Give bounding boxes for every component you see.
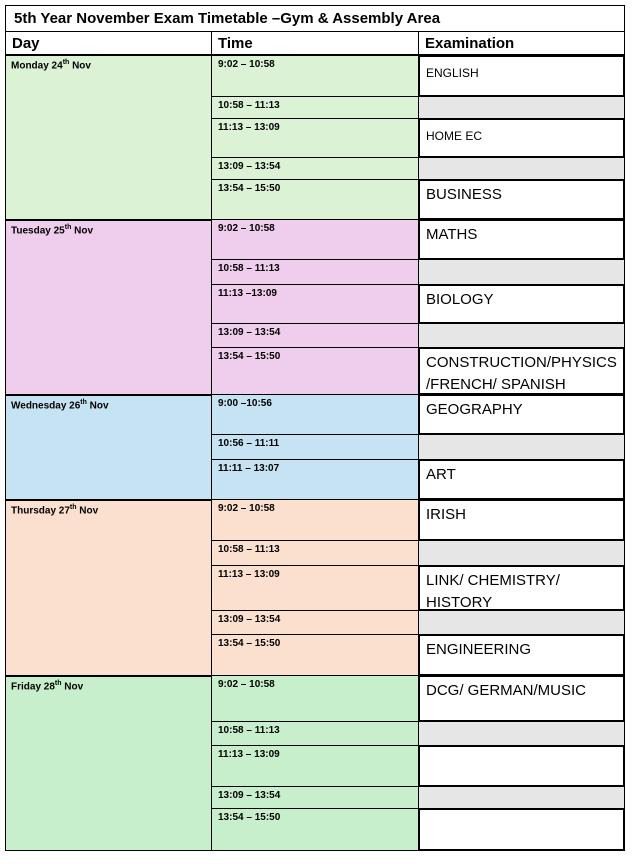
time-slot: 13:54 – 15:50	[218, 351, 281, 362]
exam-cell	[418, 565, 625, 611]
day-ordinal: th	[62, 59, 70, 66]
day-label	[11, 59, 91, 71]
time-slot: 13:09 – 13:54	[218, 161, 281, 172]
header-time: Time	[218, 35, 253, 52]
time-slot-cell	[211, 259, 419, 285]
break-cell	[418, 434, 625, 460]
day-name: Wednesday 26	[11, 400, 81, 412]
break-cell	[418, 96, 625, 119]
time-slot-cell	[211, 786, 419, 809]
time-slot: 13:09 – 13:54	[218, 327, 281, 338]
day-month: Nov	[86, 400, 109, 412]
time-slot-cell	[211, 347, 419, 395]
time-slot: 11:13 – 13:09	[218, 569, 280, 580]
exam-cell	[418, 284, 625, 324]
exam-subject: GEOGRAPHY	[426, 401, 523, 418]
time-slot: 9:02 – 10:58	[218, 679, 275, 690]
timetable-title-row	[5, 5, 625, 32]
day-month: Nov	[76, 505, 99, 517]
time-slot-cell	[211, 157, 419, 180]
exam-subject: DCG/ GERMAN/MUSIC	[426, 682, 587, 699]
day-label	[11, 399, 109, 411]
exam-subject: BIOLOGY	[426, 291, 494, 308]
time-slot-cell	[211, 610, 419, 635]
header-time-cell	[211, 31, 419, 55]
header-exam-cell	[418, 31, 625, 55]
day-name: Monday 24	[11, 60, 63, 72]
time-slot-cell	[211, 323, 419, 348]
exam-cell	[418, 179, 625, 220]
time-slot-cell	[211, 721, 419, 746]
time-slot-cell	[211, 675, 419, 722]
exam-cell	[418, 459, 625, 500]
day-cell	[5, 675, 212, 851]
break-cell	[418, 786, 625, 809]
page-title: 5th Year November Exam Timetable –Gym & Assembly Area	[14, 10, 441, 27]
time-slot: 13:54 – 15:50	[218, 183, 281, 194]
header-examination: Examination	[425, 35, 515, 52]
exam-cell	[418, 675, 625, 722]
exam-cell	[418, 634, 625, 676]
day-label	[11, 504, 98, 516]
exam-cell	[418, 745, 625, 787]
time-slot: 10:58 – 11:13	[218, 725, 280, 736]
break-cell	[418, 323, 625, 348]
day-cell	[5, 219, 212, 395]
time-slot-cell	[211, 565, 419, 611]
exam-subject: ENGINEERING	[426, 641, 532, 658]
exam-subject: CONSTRUCTION/PHYSICS /FRENCH/ SPANISH	[426, 354, 617, 393]
header-day: Day	[12, 35, 40, 52]
time-slot-cell	[211, 434, 419, 460]
time-slot-cell	[211, 55, 419, 97]
time-slot: 11:13 – 13:09	[218, 749, 280, 760]
day-ordinal: th	[80, 399, 87, 406]
day-month: Nov	[61, 681, 84, 693]
time-slot: 10:56 – 11:11	[218, 438, 280, 449]
time-slot: 11:13 –13:09	[218, 288, 277, 299]
day-month: Nov	[69, 60, 91, 72]
time-slot-cell	[211, 118, 419, 158]
time-slot: 10:58 – 11:13	[218, 263, 280, 274]
day-cell	[5, 499, 212, 676]
exam-subject: ENGLISH	[426, 66, 479, 80]
time-slot-cell	[211, 284, 419, 324]
time-slot: 10:58 – 11:13	[218, 100, 280, 111]
time-slot-cell	[211, 459, 419, 500]
day-name: Tuesday 25	[11, 225, 65, 237]
time-slot-cell	[211, 634, 419, 676]
time-slot-cell	[211, 96, 419, 119]
exam-cell	[418, 55, 625, 97]
time-slot-cell	[211, 808, 419, 851]
time-slot-cell	[211, 745, 419, 787]
day-month: Nov	[71, 225, 94, 237]
day-ordinal: th	[54, 680, 62, 687]
exam-subject: MATHS	[426, 226, 478, 243]
exam-subject: HOME EC	[426, 129, 483, 143]
exam-cell	[418, 808, 625, 851]
break-cell	[418, 157, 625, 180]
time-slot: 13:09 – 13:54	[218, 790, 281, 801]
exam-cell	[418, 499, 625, 541]
time-slot: 9:02 – 10:58	[218, 223, 275, 234]
time-slot-cell	[211, 540, 419, 566]
time-slot: 9:02 – 10:58	[218, 59, 275, 70]
time-slot-cell	[211, 499, 419, 541]
exam-subject: BUSINESS	[426, 186, 502, 203]
time-slot-cell	[211, 179, 419, 220]
time-slot: 13:54 – 15:50	[218, 812, 281, 823]
exam-cell	[418, 219, 625, 260]
time-slot: 9:02 – 10:58	[218, 503, 275, 514]
day-name: Thursday 27	[11, 505, 70, 517]
time-slot: 9:00 –10:56	[218, 398, 272, 409]
day-ordinal: th	[64, 224, 72, 231]
exam-cell	[418, 118, 625, 158]
time-slot-cell	[211, 219, 419, 260]
time-slot: 11:11 – 13:07	[218, 463, 280, 474]
exam-subject: LINK/ CHEMISTRY/ HISTORY	[426, 572, 560, 611]
exam-subject: ART	[426, 466, 456, 483]
break-cell	[418, 540, 625, 566]
exam-cell	[418, 394, 625, 435]
day-cell	[5, 55, 212, 220]
break-cell	[418, 610, 625, 635]
day-ordinal: th	[69, 504, 77, 511]
exam-subject: IRISH	[426, 506, 467, 523]
time-slot: 11:13 – 13:09	[218, 122, 280, 133]
day-name: Friday 28	[11, 681, 55, 693]
time-slot: 10:58 – 11:13	[218, 544, 280, 555]
header-day-cell	[5, 31, 212, 55]
break-cell	[418, 721, 625, 746]
day-cell	[5, 394, 212, 500]
break-cell	[418, 259, 625, 285]
time-slot: 13:54 – 15:50	[218, 638, 281, 649]
day-label	[11, 680, 83, 692]
time-slot-cell	[211, 394, 419, 435]
day-label	[11, 224, 93, 236]
exam-cell	[418, 347, 625, 395]
time-slot: 13:09 – 13:54	[218, 614, 281, 625]
